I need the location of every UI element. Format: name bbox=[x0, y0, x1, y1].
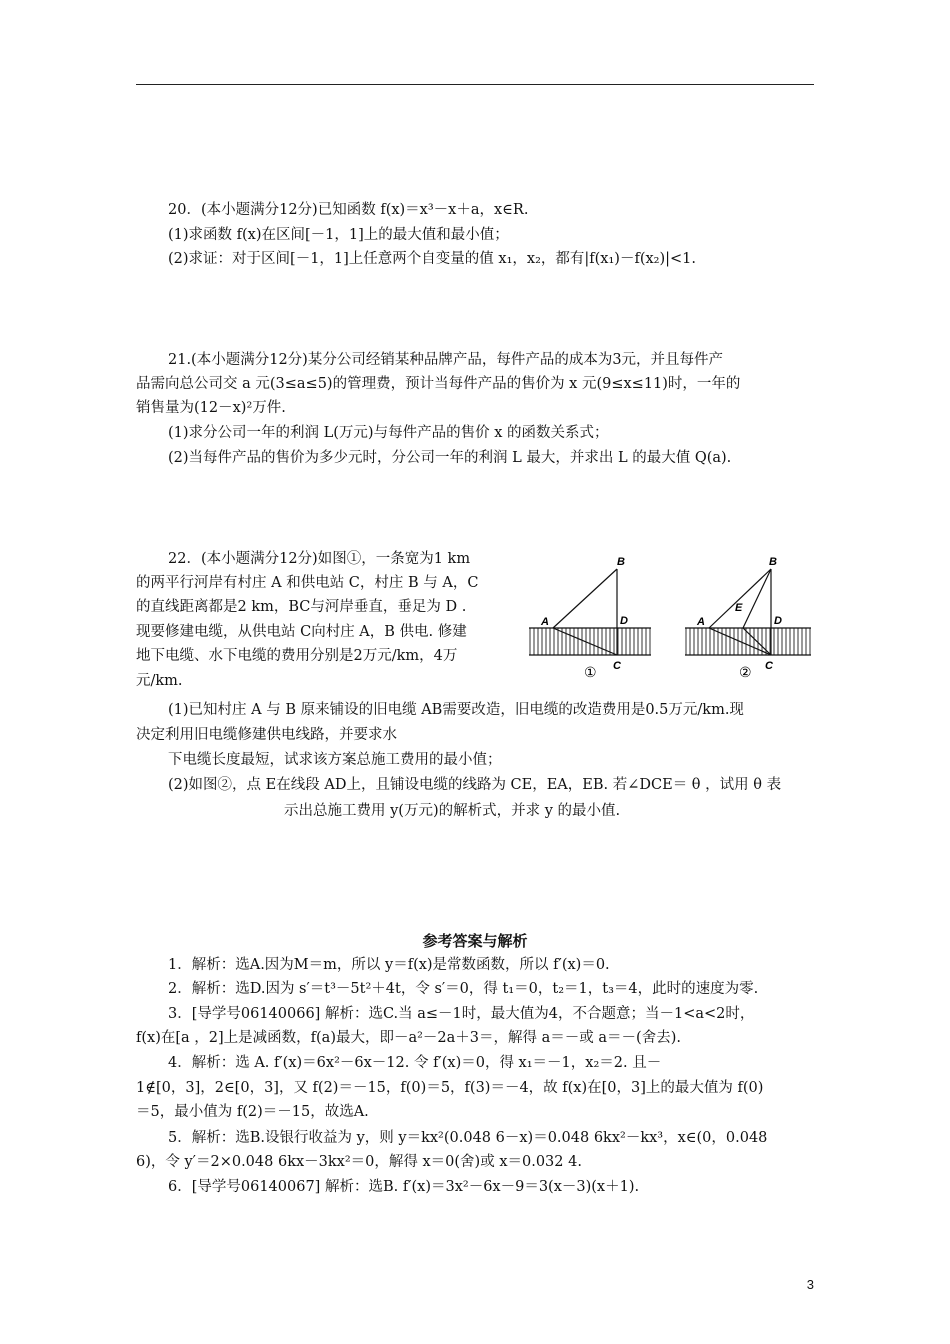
answer-2: 2．解析：选D.因为 s′＝t³－5t²＋4t，令 s′＝0，得 t₁＝0，t₂＝1，t₃＝4，此时的速度为零. bbox=[168, 981, 759, 997]
answer-3-line2: f(x)在[a ，2]上是减函数，f(a)最大，即－a²－2a＋3＝，解得 a＝－或 a＝－(舍去). bbox=[136, 1030, 681, 1046]
q22-line4: 现要修建电缆，从供电站 C向村庄 A，B 供电. 修建 bbox=[136, 624, 467, 640]
q22-part1-line2: 决定利用旧电缆修建供电线路，并要求水 bbox=[136, 727, 397, 743]
fig2-number: ② bbox=[739, 664, 752, 680]
header-rule bbox=[136, 84, 814, 85]
answer-3-line1: 3．[导学号06140066] 解析：选C.当 a≤－1时，最大值为4，不合题意；当－1<a<2时， bbox=[168, 1006, 755, 1022]
answer-4-line3: ＝5，最小值为 f(2)＝－15，故选A. bbox=[136, 1104, 369, 1120]
fig2-segment-eb bbox=[743, 569, 771, 628]
answer-4-line1: 4．解析：选 A. f′(x)＝6x²－6x－12. 令 f′(x)＝0，得 x₁＝－1，x₂＝2. 且－ bbox=[168, 1055, 662, 1071]
q20-stem: 20．(本小题满分12分)已知函数 f(x)＝x³－x＋a，x∈R. bbox=[168, 202, 529, 218]
q21-line2: 品需向总公司交 a 元(3≤a≤5)的管理费，预计当每件产品的售价为 x 元(9≤x≤11)时，一年的 bbox=[136, 376, 741, 392]
fig2-label-d: D bbox=[774, 615, 782, 627]
figure-2 bbox=[685, 556, 811, 680]
fig2-label-a: A bbox=[697, 616, 705, 628]
fig2-label-e: E bbox=[735, 602, 743, 614]
q22-line2: 的两平行河岸有村庄 A 和供电站 C，村庄 B 与 A，C bbox=[136, 575, 479, 591]
q22-part2-line2: 示出总施工费用 y(万元)的解析式，并求 y 的最小值. bbox=[284, 803, 621, 819]
answers-title: 参考答案与解析 bbox=[422, 932, 528, 950]
q21-part1: (1)求分公司一年的利润 L(万元)与每件产品的售价 x 的函数关系式； bbox=[168, 425, 609, 441]
q22-line3: 的直线距离都是2 km，BC与河岸垂直，垂足为 D . bbox=[136, 599, 467, 615]
answer-1: 1．解析：选A.因为M＝m，所以 y＝f(x)是常数函数，所以 f′(x)＝0. bbox=[168, 957, 610, 973]
fig2-segment-ab bbox=[709, 569, 771, 628]
q22-line1: 22．(本小题满分12分)如图①，一条宽为1 km bbox=[168, 551, 471, 567]
q20-part2: (2)求证：对于区间[－1，1]上任意两个自变量的值 x₁，x₂，都有|f(x₁)－f(x₂)|<1. bbox=[168, 251, 696, 267]
fig1-number: ① bbox=[584, 664, 597, 680]
fig1-label-b: B bbox=[617, 556, 625, 568]
fig1-label-a: A bbox=[541, 616, 549, 628]
fig2-label-b: B bbox=[769, 556, 777, 568]
answer-4-line2: 1∉[0，3]，2∈[0，3]，又 f(2)＝－15，f(0)＝5，f(3)＝－4，故 f(x)在[0，3]上的最大值为 f(0) bbox=[136, 1080, 764, 1096]
q22-part1-line1: (1)已知村庄 A 与 B 原来铺设的旧电缆 AB需要改造，旧电缆的改造费用是0.5万元/km.现 bbox=[168, 702, 744, 718]
q22-figures bbox=[525, 553, 815, 693]
q22-line5: 地下电缆、水下电缆的费用分别是2万元/km，4万 bbox=[136, 648, 458, 664]
q21-line1: 21.(本小题满分12分)某分公司经销某种品牌产品，每件产品的成本为3元，并且每件产 bbox=[168, 352, 724, 368]
q21-part2: (2)当每件产品的售价为多少元时，分公司一年的利润 L 最大，并求出 L 的最大值 Q(a). bbox=[168, 450, 732, 466]
answer-5-line1: 5．解析：选B.设银行收益为 y，则 y＝kx²(0.048 6－x)＝0.048 6kx²－kx³，x∈(0，0.048 bbox=[168, 1130, 768, 1146]
q22-part1-line3: 下电缆长度最短，试求该方案总施工费用的最小值； bbox=[168, 752, 502, 768]
answer-6: 6．[导学号06140067] 解析：选B. f′(x)＝3x²－6x－9＝3(x－3)(x＋1). bbox=[168, 1179, 640, 1195]
fig1-river bbox=[529, 628, 651, 655]
fig1-label-c: C bbox=[613, 660, 621, 672]
fig1-segment-ab bbox=[553, 569, 617, 628]
fig1-label-d: D bbox=[620, 615, 628, 627]
figure-1 bbox=[529, 556, 651, 680]
page-number: 3 bbox=[806, 1277, 814, 1292]
q22-part2-line1: (2)如图②，点 E在线段 AD上，且铺设电缆的线路为 CE，EA，EB. 若∠DCE＝ θ ，试用 θ 表 bbox=[168, 777, 782, 793]
q20-part1: (1)求函数 f(x)在区间[－1，1]上的最大值和最小值； bbox=[168, 227, 509, 243]
q22-line6: 元/km. bbox=[136, 673, 183, 689]
q21-line3: 销售量为(12－x)²万件. bbox=[136, 400, 286, 416]
answer-5-line2: 6)，令 y′＝2×0.048 6kx－3kx²＝0，解得 x＝0(舍)或 x＝0.032 4. bbox=[136, 1154, 582, 1170]
fig2-label-c: C bbox=[765, 660, 773, 672]
